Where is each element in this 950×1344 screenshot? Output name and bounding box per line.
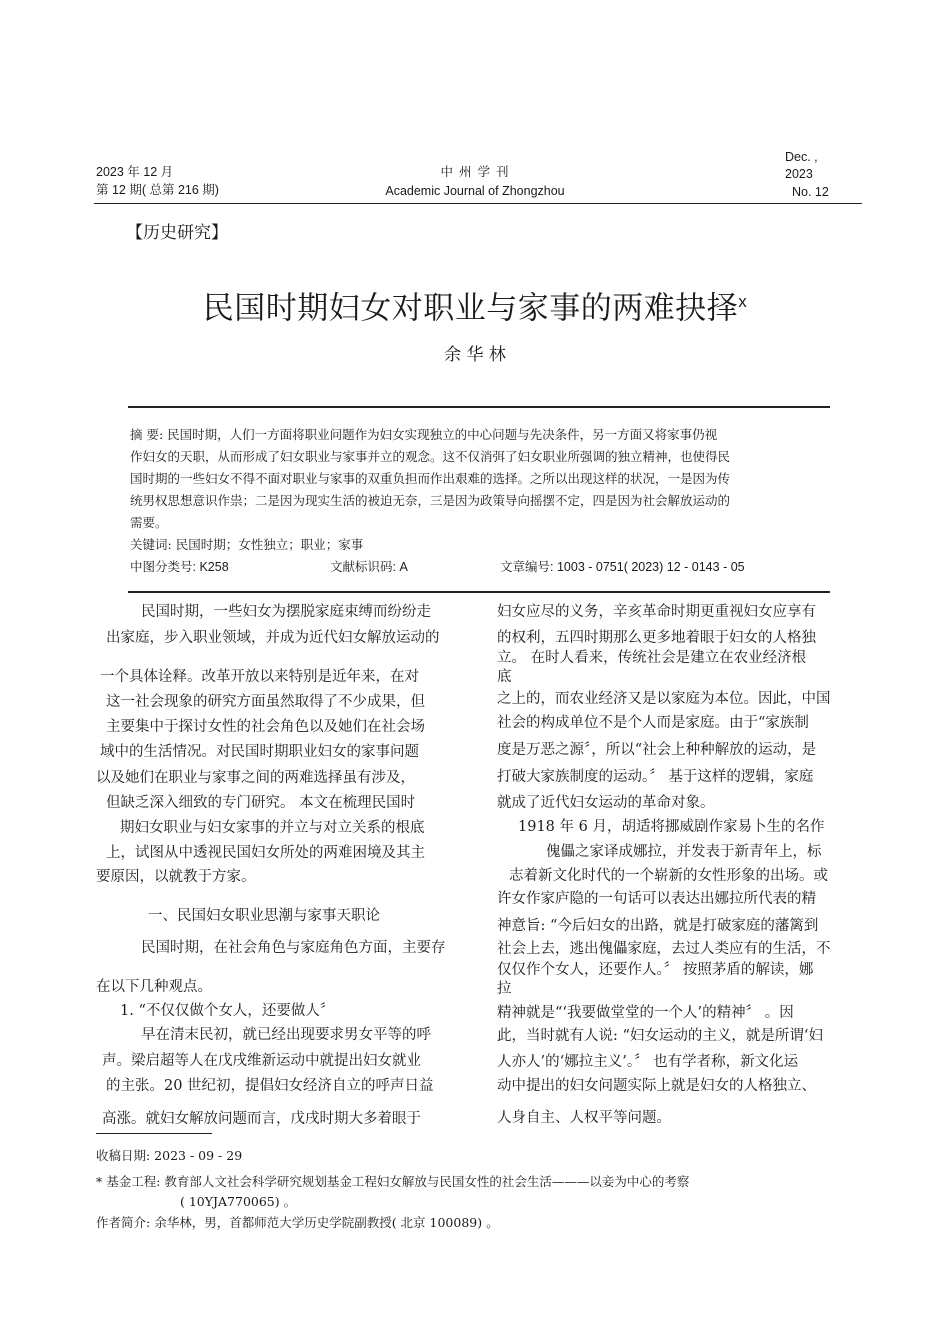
header-issue: 第 12 期( 总第 216 期)	[96, 183, 219, 197]
paragraph-line: 傀儡之家译成娜拉，并发表于新青年上，标	[546, 844, 822, 860]
header-journal-en: Academic Journal of Zhongzhou	[385, 184, 565, 198]
article-number	[500, 556, 745, 578]
paragraph-line: 妇女应尽的义务，辛亥革命时期更重视妇女应享有	[497, 604, 816, 620]
paragraph-line: 要原因，以就教于方家。	[96, 869, 256, 885]
paragraph-line: 域中的生活情况。对民国时期职业妇女的家事问题	[100, 744, 419, 760]
fund-code: ( 10YJA770065) 。	[180, 1194, 297, 1209]
paragraph-line: 这一社会现象的研究方面虽然取得了不少成果，但	[106, 694, 425, 710]
paragraph-line: 立。 在时人看来，传统社会是建立在农业经济根	[497, 650, 807, 666]
fund-label: * 基金工程:	[96, 1174, 161, 1189]
paragraph-line: 高涨。就妇女解放问题而言，戊戌时期大多着眼于	[102, 1111, 421, 1127]
clc-label: 中图分类号:	[130, 560, 196, 574]
subsection-heading: 1. “不仅仅做个女人，还要做人〞	[120, 1003, 335, 1019]
paragraph-line: 民国时期，一些妇女为摆脱家庭束缚而纷纷走	[141, 604, 431, 620]
clc-value: K258	[199, 560, 229, 574]
paragraph-line: 度是万恶之源〞，所以“社会上种种解放的运动，是	[497, 742, 817, 758]
paragraph-line: 声。梁启超等人在戊戌维新运动中就提出妇女就业	[102, 1053, 421, 1069]
received-date: 收稿日期: 2023 - 09 - 29	[96, 1148, 243, 1163]
fund-note	[96, 1171, 689, 1193]
paragraph-line: 在以下几种观点。	[96, 979, 212, 995]
paragraph-line: 1918 年 6 月，胡适将挪威剧作家易卜生的名作	[518, 819, 825, 835]
paragraph-line: 仅仅作个女人，还要作人。〞 按照茅盾的解读，娜	[497, 962, 814, 978]
paragraph-line: 以及她们在职业与家事之间的两难选择虽有涉及，	[96, 770, 415, 786]
author-bio-label: 作者简介:	[96, 1215, 151, 1230]
paragraph-line: 一个具体诠释。改革开放以来特别是近年来，在对	[100, 669, 419, 685]
classification-row	[130, 556, 229, 578]
doc-code-value: A	[399, 560, 408, 574]
doc-code	[330, 556, 408, 578]
paragraph-line: 人身自主、人权平等问题。	[497, 1110, 671, 1126]
fund-text: 教育部人文社会科学研究规划基金工程妇女解放与民国女性的社会生活———以妾为中心的考察	[164, 1174, 690, 1189]
header-number: No. 12	[792, 185, 829, 199]
header-date: 2023 年 12 月	[96, 165, 174, 179]
paragraph-line: 早在清末民初，就已经出现要求男女平等的呼	[141, 1027, 431, 1043]
paragraph-line: 主要集中于探讨女性的社会角色以及她们在社会场	[106, 719, 425, 735]
column-label: 【历史研究】	[126, 223, 228, 243]
paragraph-line: 人亦人’的‘娜拉主义’。〞 也有学者称，新文化运	[497, 1054, 799, 1070]
paragraph-line: 社会的构成单位不是个人而是家庭。由于“家族制	[497, 715, 809, 731]
article-number-label: 文章编号:	[500, 560, 554, 574]
title-footnote-mark: x	[738, 292, 748, 311]
paragraph-line: 的主张。20 世纪初，提倡妇女经济自立的呼声日益	[106, 1078, 434, 1094]
paragraph-line: 民国时期，在社会角色与家庭角色方面，主要存	[141, 940, 446, 956]
paragraph-line: 动中提出的妇女问题实际上就是妇女的人格独立、	[497, 1078, 816, 1094]
paragraph-line: 期妇女职业与妇女家事的并立与对立关系的根底	[120, 820, 425, 836]
paragraph-line: 底	[497, 669, 512, 685]
header-year: 2023	[785, 167, 813, 181]
paragraph-line: 神意旨: “今后妇女的出路，就是打破家庭的藩篱到	[497, 918, 819, 934]
abstract-line: 作妇女的天职，从而形成了妇女职业与家事并立的观念。这不仅消弭了妇女职业所强调的独立精神，也使得民	[130, 449, 731, 464]
doc-code-label: 文献标识码:	[330, 560, 396, 574]
abstract-top-rule	[128, 406, 830, 408]
abstract	[130, 424, 730, 556]
header-journal-cn: 中 州 学 刊	[440, 164, 510, 179]
paragraph-line: 但缺乏深入细致的专门研究。 本文在梳理民国时	[106, 795, 416, 811]
paragraph-line: 拉	[497, 981, 512, 997]
paragraph-line: 志着新文化时代的一个崭新的女性形象的出场。或	[509, 868, 828, 884]
paragraph-line: 就成了近代妇女运动的革命对象。	[497, 795, 715, 811]
article-number-value: 1003 - 0751( 2023) 12 - 0143 - 05	[556, 560, 745, 574]
paragraph-line: 打破大家族制度的运动。〞 基于这样的逻辑，家庭	[497, 769, 814, 785]
header-rule	[94, 203, 862, 204]
footnote-rule	[96, 1133, 212, 1134]
title-text: 民国时期妇女对职业与家事的两难抉择	[202, 290, 739, 327]
paragraph-line: 社会上去，逃出傀儡家庭，去过人类应有的生活，不	[497, 941, 831, 957]
abstract-line: 统男权思想意识作祟；二是因为现实生活的被迫无奈，三是因为政策导向摇摆不定，四是因为社会解放运动的	[130, 493, 731, 508]
paragraph-line: 出家庭，步入职业领域，并成为近代妇女解放运动的	[106, 630, 440, 646]
paragraph-line: 精神就是“‘我要做堂堂的一个人’的精神〞 。因	[497, 1005, 794, 1021]
keywords-text: 民国时期；女性独立；职业；家事	[175, 537, 364, 552]
paragraph-line: 此，当时就有人说: “妇女运动的主义，就是所谓‘妇	[497, 1028, 824, 1044]
paragraph-line: 许女作家庐隐的一句话可以表达出娜拉所代表的精	[497, 891, 816, 907]
article-title	[0, 282, 950, 328]
keywords	[130, 534, 730, 556]
section-heading: 一、民国妇女职业思潮与家事天职论	[148, 908, 380, 924]
abstract-line: 摘 要: 民国时期，人们一方面将职业问题作为妇女实现独立的中心问题与先决条件，另一方面又将家事仍视	[130, 427, 718, 442]
abstract-label: 摘 要:	[130, 427, 164, 442]
author: 余 华 林	[444, 345, 506, 365]
abstract-line: 国时期的一些妇女不得不面对职业与家事的双重负担而作出艰难的选择。之所以出现这样的状况，一是因为传	[130, 471, 731, 486]
header-month-en: Dec. ,	[785, 150, 818, 164]
abstract-bottom-rule	[128, 591, 830, 593]
paragraph-line: 的权利，五四时期那么更多地着眼于妇女的人格独	[497, 630, 816, 646]
paragraph-line: 之上的，而农业经济又是以家庭为本位。因此，中国	[497, 691, 831, 707]
paragraph-line: 上，试图从中透视民国妇女所处的两难困境及其主	[106, 845, 425, 861]
author-bio	[96, 1212, 499, 1234]
author-bio-text: 余华林，男，首都师范大学历史学院副教授( 北京 100089) 。	[154, 1215, 499, 1230]
abstract-line: 需要。	[130, 515, 168, 530]
keywords-label: 关键词:	[130, 537, 172, 552]
